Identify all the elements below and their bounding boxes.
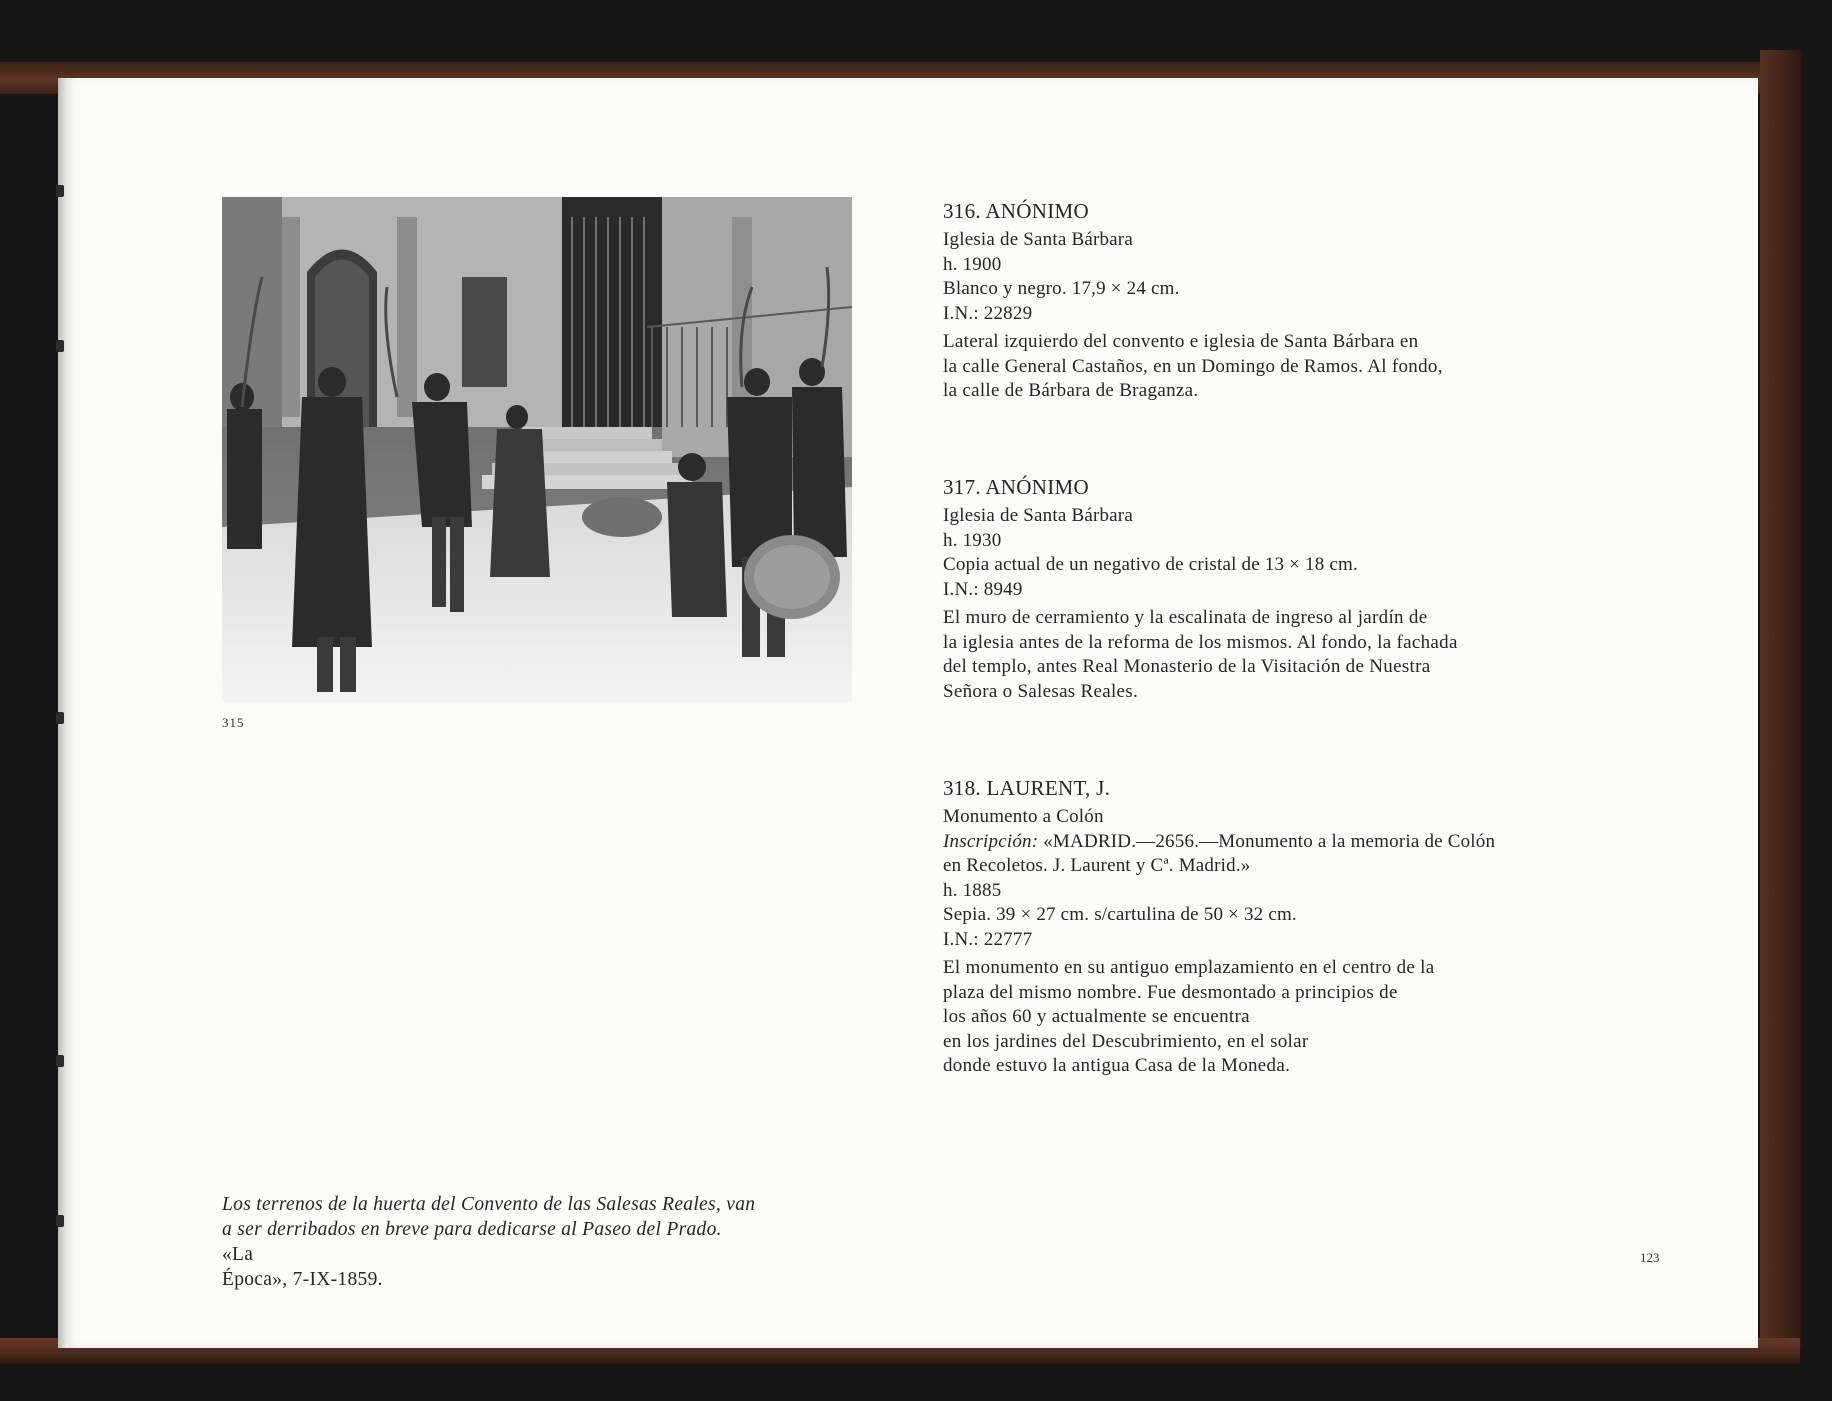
description-line: Lateral izquierdo del convento e iglesia de Santa Bárbara en	[943, 331, 1419, 352]
entry-title: Monumento a Colón	[943, 806, 1104, 827]
entry-description	[943, 956, 1623, 1079]
entry-date: h. 1900	[943, 253, 1002, 275]
caption-text: a ser derribados en breve para dedicarse al Paseo del Prado.	[222, 1219, 722, 1240]
description-line: Señora o Salesas Reales.	[943, 680, 1139, 702]
description-line: la iglesia antes de la reforma de los mismos. Al fondo, la fachada	[943, 631, 1458, 653]
description-line: del templo, antes Real Monasterio de la Visitación de Nuestra	[943, 656, 1431, 677]
entry-technique: Blanco y negro. 17,9 × 24 cm.	[943, 278, 1180, 299]
description-line: los años 60 y actualmente se encuentra	[943, 1006, 1250, 1027]
entry-description	[943, 330, 1623, 404]
binding-hole	[56, 1055, 64, 1067]
entry-title: Iglesia de Santa Bárbara	[943, 229, 1133, 250]
entry-inventory: I.N.: 22829	[943, 302, 1033, 324]
binding-hole	[56, 1215, 64, 1227]
binding-hole	[56, 340, 64, 352]
description-line: la calle General Castaños, en un Domingo de Ramos. Al fondo,	[943, 355, 1443, 377]
binding-hole	[56, 712, 64, 724]
entry-inventory: I.N.: 22777	[943, 928, 1033, 950]
photograph-church-street	[222, 197, 852, 702]
catalog-entry-316	[943, 198, 1623, 404]
page-number: 123	[1640, 1250, 1660, 1265]
photo-number: 315	[222, 715, 245, 730]
entry-inscription	[943, 830, 1623, 855]
photo-illustration	[222, 197, 852, 702]
entry-date: h. 1930	[943, 529, 1002, 551]
entry-heading: 318. LAURENT, J.	[943, 776, 1111, 800]
entry-date: h. 1885	[943, 879, 1002, 901]
entry-title: Iglesia de Santa Bárbara	[943, 505, 1133, 526]
entry-inventory: I.N.: 8949	[943, 578, 1023, 600]
inscription-text: «MADRID.—2656.—Monumento a la memoria de Colón	[1038, 830, 1496, 852]
description-line: plaza del mismo nombre. Fue desmontado a principios de	[943, 981, 1398, 1003]
caption-source: «La	[222, 1244, 254, 1265]
inscription-label: Inscripción:	[943, 830, 1039, 852]
historical-quote-caption	[222, 1192, 892, 1292]
caption-source-line: Época», 7-IX-1859.	[222, 1269, 383, 1290]
entry-description	[943, 606, 1623, 704]
entry-heading: 316. ANÓNIMO	[943, 199, 1089, 223]
caption-line	[222, 1217, 892, 1267]
description-line: la calle de Bárbara de Braganza.	[943, 380, 1199, 401]
book-binding-right	[1760, 50, 1802, 1350]
entry-technique: Sepia. 39 × 27 cm. s/cartulina de 50 × 32 cm.	[943, 904, 1297, 925]
binding-hole	[56, 185, 64, 197]
catalog-entry-318	[943, 775, 1623, 1079]
entry-technique: Copia actual de un negativo de cristal de 13 × 18 cm.	[943, 554, 1358, 575]
description-line: en los jardines del Descubrimiento, en el solar	[943, 1030, 1309, 1052]
entry-heading: 317. ANÓNIMO	[943, 475, 1089, 499]
catalog-entry-317	[943, 474, 1623, 704]
description-line: donde estuvo la antigua Casa de la Moneda.	[943, 1055, 1291, 1076]
description-line: El monumento en su antiguo emplazamiento en el centro de la	[943, 957, 1435, 978]
entry-inscription-continued: en Recoletos. J. Laurent y Cª. Madrid.»	[943, 855, 1251, 876]
caption-line: Los terrenos de la huerta del Convento de las Salesas Reales, van	[222, 1194, 756, 1215]
description-line: El muro de cerramiento y la escalinata de ingreso al jardín de	[943, 607, 1428, 628]
